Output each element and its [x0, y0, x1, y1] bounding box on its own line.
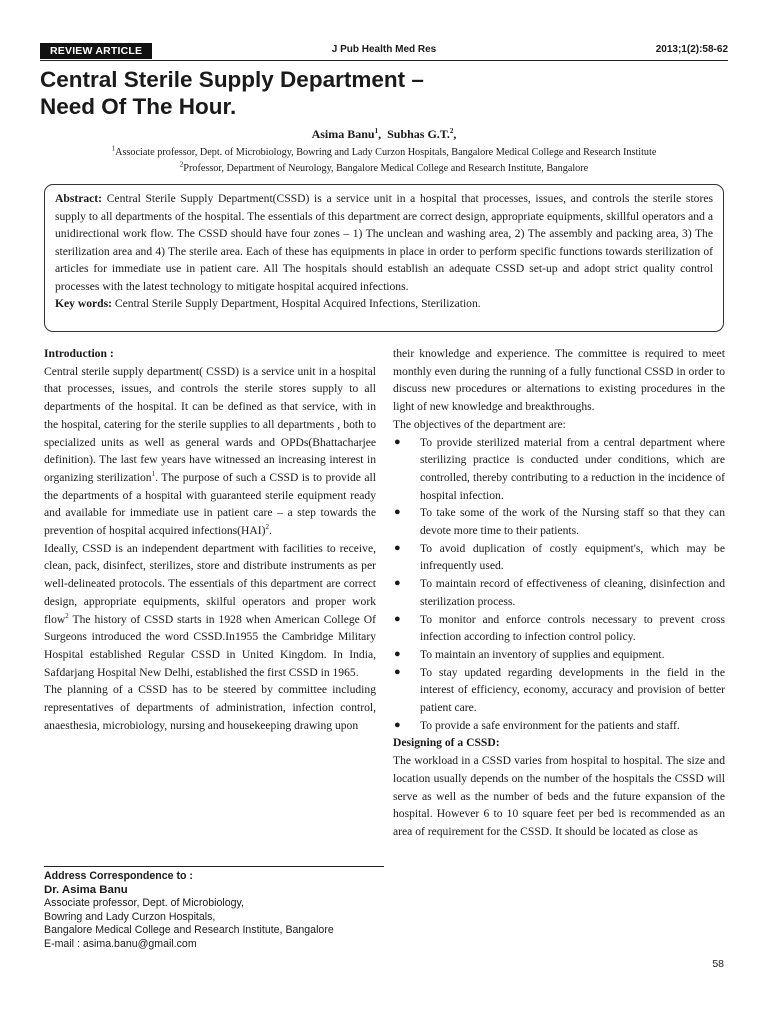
right-column: [393, 345, 725, 841]
running-header: [40, 44, 728, 61]
intro-paragraph-2: [44, 540, 376, 682]
objective-item: [393, 717, 725, 735]
left-column: [44, 345, 376, 734]
objective-text: To avoid duplication of costly equipment's, which may be infrequently used.: [420, 541, 725, 573]
objective-text: To provide a safe environment for the patients and staff.: [420, 718, 680, 732]
citation-sup: 2: [65, 611, 69, 620]
journal-name: J Pub Health Med Res: [331, 44, 437, 55]
affiliation-sup: 1: [111, 144, 116, 153]
article-title: [40, 66, 730, 120]
correspondence-box: [44, 866, 384, 951]
title-line-2: Need Of The Hour.: [40, 94, 237, 119]
bullet-icon: ●: [394, 506, 401, 519]
bullet-icon: ●: [394, 665, 401, 678]
author-name: Asima Banu: [311, 127, 375, 141]
correspondence-line: Associate professor, Dept. of Microbiology,: [44, 897, 244, 909]
author-sup: 1: [374, 127, 379, 135]
page-number: 58: [712, 958, 724, 970]
objective-item: [393, 540, 725, 575]
objective-item: [393, 664, 725, 717]
objective-text: To provide sterilized material from a central department where sterilizing practice is conducted under conditions, which are controlled, thereby contributing to a reduction in the incidence of hospital infection.: [420, 435, 725, 502]
objective-item: [393, 646, 725, 664]
objectives-list: [393, 434, 725, 735]
keywords-label: Key words:: [55, 297, 112, 310]
design-heading: Designing of a CSSD:: [393, 736, 500, 750]
affiliation-sup: 2: [179, 160, 184, 169]
objective-item: [393, 504, 725, 539]
affiliation-1: [0, 144, 768, 158]
article-type-badge: REVIEW ARTICLE: [40, 43, 152, 59]
abstract-paragraph: [55, 190, 713, 295]
keywords-text: Central Sterile Supply Department, Hospital Acquired Infections, Sterilization.: [114, 297, 481, 310]
intro-paragraph-1: [44, 363, 376, 540]
abstract-text: Central Sterile Supply Department(CSSD) is a service unit in a hospital that processes, issues, and controls the sterile stores supply to all departments of the hospital. The essentials of this department are correct design, appropriate equipments, skillful operators and a unidirectional work flow. The CSSD should have four zones – 1) The unclean and washing area, 2) The assembly and packing area, 3) The sterilization area and 4) The sterile area. Each of these has equipments in place in order to perform specific functions towards sterilization of articles for immediate use in patient care. All The hospitals should establish an adequate CSSD set-up and adopt strict quality control processes with the latest technology to mitigate hospital acquired infections.: [55, 192, 713, 293]
intro-text: Ideally, CSSD is an independent department with facilities to receive, clean, pack, disinfect, sterilizes, store and distribute instruments as per well-delineated protocols. The essentials of this department are correct design, appropriate equipments, skilful operators and proper work flow: [44, 541, 376, 626]
volume-citation: 2013;1(2):58-62: [655, 44, 728, 55]
intro-paragraph-3: The planning of a CSSD has to be steered by committee including representatives of departments of administration, infection control, anaesthesia, microbiology, nursing and housekeeping drawing upon: [44, 683, 376, 732]
committee-paragraph: their knowledge and experience. The committee is required to meet monthly even during the running of a fully functional CSSD in order to discuss new procedures or alternations to existing procedures in the light of new knowledge and breakthroughs.: [393, 347, 725, 414]
objective-text: To stay updated regarding developments in the field in the interest of efficiency, economy, accuracy and provision of better patient care.: [420, 665, 725, 715]
title-line-1: Central Sterile Supply Department –: [40, 67, 424, 92]
objectives-intro: The objectives of the department are:: [393, 417, 566, 431]
affiliation-2: [0, 160, 768, 174]
correspondence-name: Dr. Asima Banu: [44, 883, 128, 896]
bullet-icon: ●: [394, 435, 401, 448]
bullet-icon: ●: [394, 541, 401, 554]
abstract-box: [44, 184, 724, 332]
affiliation-text: Associate professor, Dept. of Microbiology, Bowring and Lady Curzon Hospitals, Bangalore Medical College and Research Institute: [115, 147, 657, 158]
objective-text: To maintain an inventory of supplies and equipment.: [420, 647, 665, 661]
abstract-label: Abstract:: [55, 192, 103, 205]
author-list: Asima Banu$^1$, Subhas G.T.$^2$,: [311, 127, 457, 141]
objective-text: To maintain record of effectiveness of cleaning, disinfection and sterilization process.: [420, 577, 725, 608]
objective-text: To take some of the work of the Nursing staff so that they can devote more time to their patients.: [420, 506, 725, 538]
bullet-icon: ●: [394, 647, 401, 660]
author-name: Subhas G.T.: [387, 127, 450, 141]
bullet-icon: ●: [394, 718, 401, 731]
design-paragraph: The workload in a CSSD varies from hospital to hospital. The size and location usually depends on the number of the hospitals the CSSD will serve as well as the number of beds and the future expansion of the hospital. However 6 to 10 square feet per bed is recommended as an area of requirement for the CSSD. It should be located as close as: [393, 754, 725, 838]
author-sup: 2: [449, 127, 454, 135]
objective-item: [393, 611, 725, 646]
citation-sup: 2: [265, 523, 269, 532]
correspondence-email: E-mail : asima.banu@gmail.com: [44, 937, 197, 950]
citation-sup: 1: [151, 470, 156, 479]
objective-item: [393, 575, 725, 610]
keywords-paragraph: [55, 295, 713, 313]
intro-text: The history of CSSD starts in 1928 when American College Of Surgeons introduced the word CSSD.In1955 the Cambridge Military Hospital established Regular CSSD in United Kingdom. In India, Safdarjang Hospital New Delhi, established the first CSSD in 1965.: [44, 612, 376, 679]
bullet-icon: ●: [394, 612, 401, 625]
objective-text: To monitor and enforce controls necessary to prevent cross infection according to infection control policy.: [420, 612, 725, 644]
affiliation-text: Professor, Department of Neurology, Bangalore Medical College and Research Institute, Bangalore: [183, 163, 589, 174]
bullet-icon: ●: [394, 577, 401, 590]
intro-text: . The purpose of such a CSSD is to provide all the departments of a hospital with guaranteed sterile equipment ready and available for immediate use in patient care – a step towards the prevention of hospital acquired infections(HAI): [44, 470, 377, 538]
intro-text: .: [269, 524, 272, 538]
intro-text: Central sterile supply department( CSSD) is a service unit in a hospital that processes, issues, and controls the sterile stores supply to all departments of the hospital. It can be defined as that service, with in the hospital, catering for the sterile supplies to all departments , both to specialized units as well as general wards and OPDs(Bhattacharjee definition). The last few years have witnessed an increasing interest in organizing sterilization: [44, 364, 376, 484]
objective-item: [393, 434, 725, 505]
introduction-heading: Introduction :: [44, 347, 114, 360]
correspondence-label: Address Correspondence to :: [44, 870, 193, 882]
correspondence-line: Bowring and Lady Curzon Hospitals,: [44, 910, 216, 923]
correspondence-line: Bangalore Medical College and Research Institute, Bangalore: [44, 924, 334, 936]
